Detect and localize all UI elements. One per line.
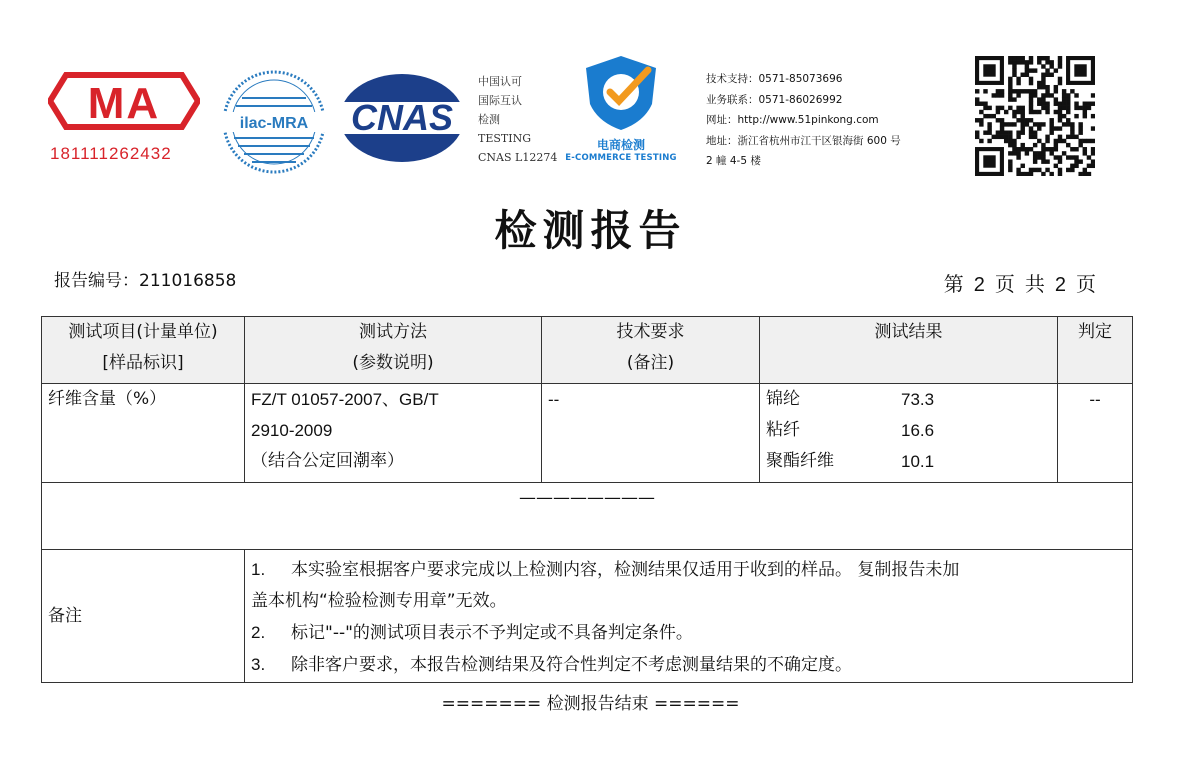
remark-text: 本实验室根据客户要求完成以上检测内容，检测结果仅适用于收到的样品。 复制报告未加 (291, 560, 960, 580)
fiber-name: 锦纶 (766, 389, 800, 409)
remark-num: 2. (251, 623, 266, 642)
page-word: 页 (994, 272, 1015, 296)
header-result (760, 317, 1058, 384)
remark-text: 盖本机构“检验检测专用章”无效。 (251, 591, 507, 611)
cma-logo (48, 72, 206, 164)
table-header-row (42, 317, 1133, 384)
header-requirement (542, 317, 760, 384)
support-phone: 技术支持：0571-85073696 (706, 73, 843, 85)
cell-item: 纤维含量（%） (42, 384, 245, 483)
page-total-word: 共 (1024, 272, 1045, 296)
result-line (766, 446, 1051, 477)
svg-text:MA: MA (87, 79, 161, 128)
cnas-logo (338, 72, 466, 164)
blank-row (42, 483, 1133, 550)
page-total: 2 (1054, 274, 1066, 296)
method-line2: 2910-2009 (251, 421, 333, 440)
page-title: 检测报告 (494, 206, 687, 255)
header-method-line2: (参数说明) (352, 353, 434, 373)
cnas-mark-icon (338, 72, 466, 164)
shield-check-icon (578, 52, 664, 134)
result-line (766, 384, 1051, 415)
remark-row (42, 550, 1133, 683)
remark-line (251, 586, 1126, 617)
cnas-line: TESTING (478, 132, 531, 145)
fiber-value: 73.3 (901, 390, 935, 409)
ecommerce-testing-logo (560, 52, 682, 166)
cnas-line: CNAS L12274 (478, 151, 558, 164)
header-method (245, 317, 542, 384)
remark-text: 除非客户要求，本报告检测结果及符合性判定不考虑测量结果的不确定度。 (291, 655, 852, 675)
header-result-label: 测试结果 (874, 322, 943, 342)
page-prefix: 第 (943, 272, 964, 296)
header-item-line2: [样品标识] (102, 353, 184, 373)
blank-line: ———————— (519, 488, 655, 508)
page-indicator (939, 268, 1101, 297)
business-phone: 业务联系：0571-86026992 (706, 93, 843, 106)
remark-line (251, 617, 1126, 649)
cell-method (245, 384, 542, 483)
test-result-table (41, 316, 1133, 683)
method-line1: FZ/T 01057-2007、GB/T (251, 390, 439, 409)
cnas-line: 国际互认 (478, 94, 522, 107)
remark-num: 3. (251, 655, 266, 674)
header-judge (1058, 317, 1133, 384)
svg-text:CNAS: CNAS (350, 97, 454, 138)
contact-info (706, 69, 901, 172)
ecommerce-cn-label: 电商检测 (596, 138, 645, 152)
header-req-line1: 技术要求 (616, 322, 685, 342)
header-judge-label: 判定 (1078, 322, 1112, 342)
cma-mark-icon (48, 72, 200, 130)
page-suffix: 页 (1076, 272, 1096, 296)
fiber-value: 16.6 (901, 421, 935, 440)
qr-code (975, 56, 1095, 176)
website: 网址：http://www.51pinkong.com (706, 114, 879, 126)
cnas-accreditation-text (478, 72, 557, 167)
header-method-line1: 测试方法 (359, 322, 427, 342)
cnas-line: 检测 (478, 113, 500, 126)
result-line (766, 415, 1051, 446)
address-line-2: 2 幢 4-5 楼 (706, 155, 761, 167)
cell-results (760, 384, 1058, 483)
svg-text:ilac-MRA: ilac-MRA (239, 115, 309, 132)
remark-line (251, 649, 1126, 681)
cnas-line: 中国认可 (478, 75, 522, 88)
qr-code-icon (975, 56, 1095, 176)
header-item-line1: 测试项目(计量单位) (68, 322, 218, 342)
header-item (42, 317, 245, 384)
blank-cell (42, 483, 1133, 550)
cell-requirement: -- (542, 384, 760, 483)
ilac-mra-logo (220, 68, 328, 176)
report-end-marker: ======= 检测报告结束 ====== (441, 694, 740, 714)
ecommerce-en-label: E-COMMERCE TESTING (565, 153, 677, 163)
cell-judge: -- (1058, 384, 1133, 483)
remark-text: 标记"--"的测试项目表示不予判定或不具备判定条件。 (291, 623, 693, 643)
page-current: 2 (973, 274, 985, 296)
header-req-line2: (备注) (626, 353, 675, 373)
method-line3: （结合公定回潮率） (251, 451, 404, 471)
remark-line (251, 554, 1126, 586)
fiber-value: 10.1 (901, 452, 935, 471)
address-line-1: 地址：浙江省杭州市江干区银海街 600 号 (706, 134, 901, 147)
remark-label: 备注 (42, 550, 245, 683)
cma-number: 181111262432 (50, 144, 172, 163)
report-number: 报告编号：211016858 (54, 271, 237, 291)
remark-num: 1. (251, 560, 266, 579)
fiber-name: 聚酯纤维 (766, 451, 834, 471)
remark-content (245, 550, 1133, 683)
ilac-globe-icon (220, 68, 328, 176)
fiber-name: 粘纤 (766, 420, 800, 440)
table-row (42, 384, 1133, 483)
